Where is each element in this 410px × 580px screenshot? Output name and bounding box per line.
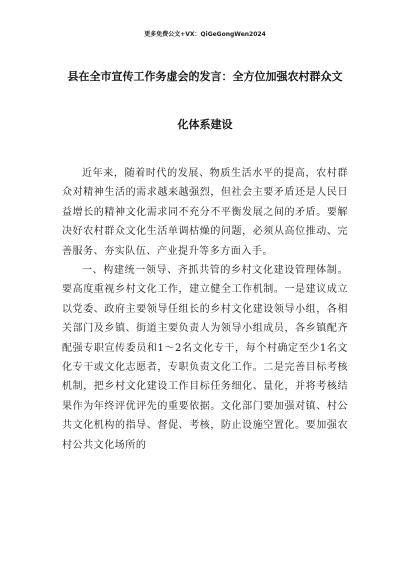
document-title-line-1: 县在全市宣传工作务虚会的发言：全方位加强农村群众文	[67, 70, 343, 83]
document-title-line-2: 化体系建设	[177, 118, 233, 131]
paragraph-intro: 近年来，随着时代的发展、物质生活水平的提高，农村群众对精神生活的需求越来越强烈，但社会主要矛盾还是人民日益增长的精神文化需求同不充分不平衡发展之间的矛盾。要解决好农村群众文化生活单调枯燥的问题，必须从高位推动、完善服务、夯实队伍、产业提升等多方面入手。	[62, 168, 348, 257]
document-body	[62, 164, 348, 455]
page-header-note: 更多免费公文+VX：QiGeGongWen2024	[144, 31, 266, 38]
paragraph-section-1: 一、构建统一领导、齐抓共管的乡村文化建设管理体制。要高度重视乡村文化工作，建立健全工作机制。一是建议成立以党委、政府主要领导任组长的乡村文化建设领导小组，各相关部门及乡镇、街道主要负责人为领导小组成员，各乡镇配齐配强专职宣传委员和1～2名文化专干，每个村确定至少1名文化专干或文化志愿者，专职负责文化工作。二是完善目标考核机制，把乡村文化建设工作目标任务细化、量化，并将考核结果作为年终评优评先的重要依据。文化部门要加强对镇、村公共文化机构的指导、督促、考核，防止设施空置化。要加强农村公共文化场所的	[62, 265, 348, 451]
